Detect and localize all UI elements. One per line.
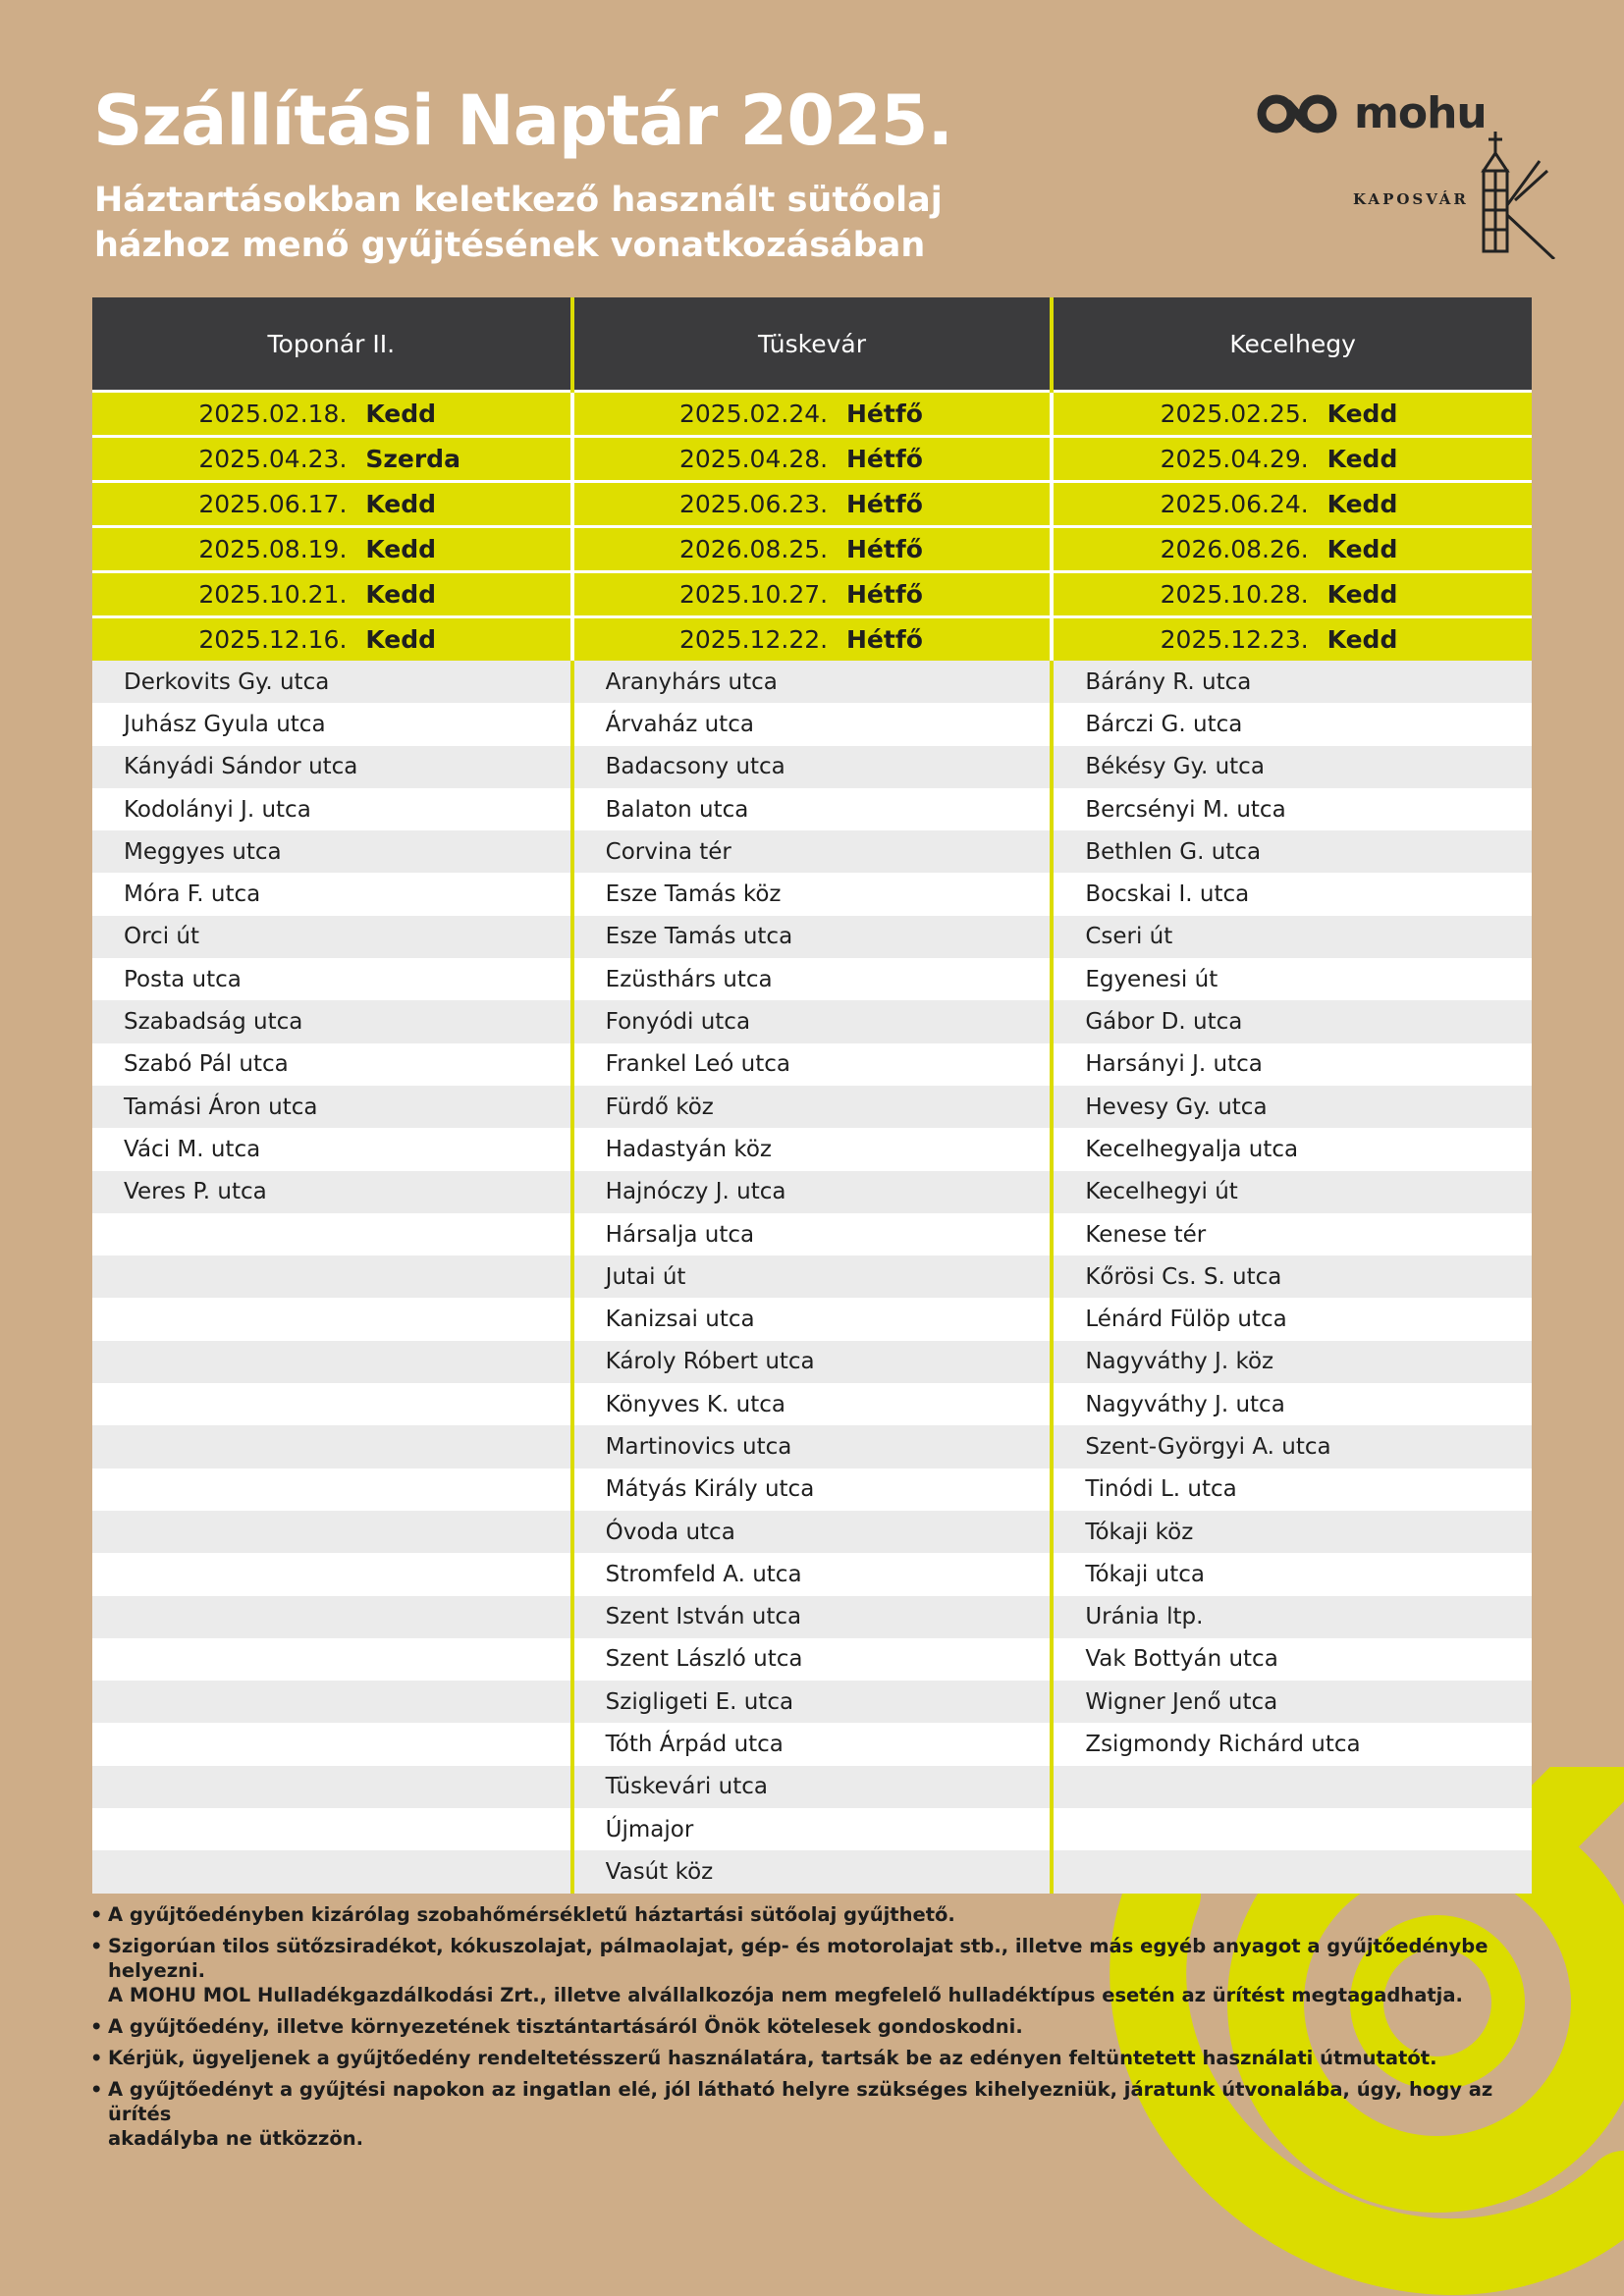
street-cell: Badacsony utca — [572, 746, 1053, 788]
collection-date: 2025.06.24. — [1160, 490, 1309, 518]
date-cell — [92, 392, 572, 437]
note-line: • Szigorúan tilos sütőzsiradékot, kókuszolajat, pálmaolajat, gép- és motorolajat stb., illetve más egyéb anyagot a gyűjtőedénybe helyezni. — [108, 1935, 1489, 1982]
date-cell — [1052, 437, 1532, 482]
date-row — [92, 572, 1532, 617]
collection-date: 2025.06.17. — [198, 490, 348, 518]
date-cell — [572, 572, 1053, 617]
date-cell — [1052, 572, 1532, 617]
note-item — [108, 1934, 1522, 2007]
street-cell: Tüskevári utca — [572, 1766, 1053, 1808]
street-cell: Könyves K. utca — [572, 1383, 1053, 1425]
street-cell: Juhász Gyula utca — [92, 703, 572, 745]
street-cell: Vasút köz — [572, 1850, 1053, 1893]
street-cell: Stromfeld A. utca — [572, 1553, 1053, 1595]
street-cell: Károly Róbert utca — [572, 1341, 1053, 1383]
collection-weekday: Kedd — [1326, 445, 1398, 473]
date-cell — [92, 527, 572, 572]
street-cell: Bethlen G. utca — [1052, 830, 1532, 873]
street-cell: Uránia ltp. — [1052, 1596, 1532, 1638]
street-cell: Nagyváthy J. köz — [1052, 1341, 1532, 1383]
page-title: Szállítási Naptár 2025. — [93, 80, 953, 161]
collection-weekday: Hétfő — [845, 400, 923, 428]
note-line: A MOHU MOL Hulladékgazdálkodási Zrt., illetve alvállalkozója nem megfelelő hulladéktípus esetén az ürítést megtagadhatja. — [108, 1984, 1463, 2006]
street-row — [92, 1341, 1532, 1383]
street-cell — [1052, 1808, 1532, 1850]
street-cell: Orci út — [92, 916, 572, 958]
collection-weekday: Kedd — [1326, 535, 1398, 563]
street-cell: Szabadság utca — [92, 1000, 572, 1042]
collection-weekday: Hétfő — [845, 535, 923, 563]
street-row — [92, 1850, 1532, 1893]
street-cell: Tinódi L. utca — [1052, 1468, 1532, 1511]
street-cell — [92, 1808, 572, 1850]
street-cell: Szigligeti E. utca — [572, 1681, 1053, 1723]
date-cell — [92, 437, 572, 482]
street-cell: Tóth Árpád utca — [572, 1723, 1053, 1765]
page-subtitle — [94, 178, 943, 268]
collection-weekday: Kedd — [1326, 490, 1398, 518]
street-cell: Kecelhegyalja utca — [1052, 1128, 1532, 1170]
street-cell: Bercsényi M. utca — [1052, 788, 1532, 830]
street-cell: Balaton utca — [572, 788, 1053, 830]
street-row — [92, 1043, 1532, 1086]
street-row — [92, 1468, 1532, 1511]
street-row — [92, 1425, 1532, 1468]
collection-date: 2025.04.29. — [1160, 445, 1309, 473]
street-cell: Árvaház utca — [572, 703, 1053, 745]
street-row — [92, 1383, 1532, 1425]
street-row — [92, 1511, 1532, 1553]
street-cell — [92, 1511, 572, 1553]
street-cell: Frankel Leó utca — [572, 1043, 1053, 1086]
collection-weekday: Kedd — [365, 535, 437, 563]
street-cell: Bocskai I. utca — [1052, 873, 1532, 915]
street-cell — [92, 1298, 572, 1340]
street-row — [92, 873, 1532, 915]
collection-weekday: Kedd — [1326, 580, 1398, 609]
note-line: • A gyűjtőedény, illetve környezetének tisztántartásáról Önök kötelesek gondoskodni. — [108, 2015, 1023, 2038]
date-cell — [572, 482, 1053, 527]
collection-date: 2025.08.19. — [198, 535, 348, 563]
street-cell: Kenese tér — [1052, 1213, 1532, 1255]
note-item — [108, 2077, 1522, 2151]
street-row — [92, 830, 1532, 873]
street-cell: Hadastyán köz — [572, 1128, 1053, 1170]
street-row — [92, 1298, 1532, 1340]
collection-weekday: Kedd — [365, 580, 437, 609]
date-cell — [1052, 482, 1532, 527]
date-row — [92, 617, 1532, 662]
mohu-logo — [1253, 88, 1487, 138]
mohu-mark-icon — [1253, 90, 1343, 137]
street-cell: Wigner Jenő utca — [1052, 1681, 1532, 1723]
collection-weekday: Kedd — [365, 490, 437, 518]
street-row — [92, 1681, 1532, 1723]
street-cell: Aranyhárs utca — [572, 661, 1053, 703]
street-row — [92, 958, 1532, 1000]
collection-dates — [92, 392, 1532, 662]
street-cell: Jutai út — [572, 1255, 1053, 1298]
street-cell: Martinovics utca — [572, 1425, 1053, 1468]
city-name: KAPOSVÁR — [1353, 190, 1469, 208]
street-row — [92, 1723, 1532, 1765]
collection-weekday: Szerda — [365, 445, 460, 473]
street-cell — [92, 1255, 572, 1298]
street-row — [92, 916, 1532, 958]
collection-weekday: Kedd — [1326, 625, 1398, 654]
collection-weekday: Kedd — [1326, 400, 1398, 428]
collection-date: 2025.02.24. — [678, 400, 829, 428]
street-row — [92, 661, 1532, 703]
street-row — [92, 1638, 1532, 1681]
street-cell — [92, 1468, 572, 1511]
street-cell: Mátyás Király utca — [572, 1468, 1053, 1511]
street-row — [92, 1171, 1532, 1213]
street-cell — [92, 1213, 572, 1255]
note-line: • A gyűjtőedényt a gyűjtési napokon az ingatlan elé, jól látható helyre szükséges kihelyezniük, járatunk útvonalába, úgy, hogy az ürítés — [108, 2078, 1493, 2125]
street-cell: Szent-Györgyi A. utca — [1052, 1425, 1532, 1468]
note-item — [108, 2046, 1522, 2070]
street-cell — [92, 1681, 572, 1723]
date-cell — [572, 392, 1053, 437]
street-row — [92, 1808, 1532, 1850]
collection-date: 2025.12.16. — [198, 625, 348, 654]
area-header-row — [92, 297, 1532, 392]
street-cell — [92, 1723, 572, 1765]
note-line: akadályba ne ütközzön. — [108, 2127, 364, 2150]
collection-date: 2025.10.28. — [1160, 580, 1309, 609]
street-cell: Kodolányi J. utca — [92, 788, 572, 830]
street-cell: Egyenesi út — [1052, 958, 1532, 1000]
street-row — [92, 1553, 1532, 1595]
area-header-kecelhegy: Kecelhegy — [1052, 297, 1532, 392]
street-cell: Óvoda utca — [572, 1511, 1053, 1553]
note-line: • A gyűjtőedényben kizárólag szobahőmérsékletű háztartási sütőolaj gyűjthető. — [108, 1903, 955, 1926]
street-cell: Fürdő köz — [572, 1086, 1053, 1128]
street-cell — [92, 1383, 572, 1425]
collection-weekday: Hétfő — [845, 490, 923, 518]
street-cell: Szabó Pál utca — [92, 1043, 572, 1086]
note-line: • Kérjük, ügyeljenek a gyűjtőedény rendeltetésszerű használatára, tartsák be az edényen feltüntetett használati útmutatót. — [108, 2047, 1437, 2069]
kaposvar-logo — [1353, 132, 1573, 259]
date-cell — [572, 617, 1053, 662]
street-cell: Kőrösi Cs. S. utca — [1052, 1255, 1532, 1298]
collection-date: 2025.06.23. — [678, 490, 829, 518]
street-cell: Esze Tamás köz — [572, 873, 1053, 915]
brand-name: mohu — [1354, 88, 1487, 138]
street-cell: Nagyváthy J. utca — [1052, 1383, 1532, 1425]
date-row — [92, 437, 1532, 482]
date-row — [92, 392, 1532, 437]
collection-weekday: Hétfő — [845, 625, 923, 654]
street-cell: Tókaji utca — [1052, 1553, 1532, 1595]
street-row — [92, 1213, 1532, 1255]
collection-weekday: Hétfő — [845, 580, 923, 609]
collection-date: 2025.12.23. — [1160, 625, 1309, 654]
street-cell: Tókaji köz — [1052, 1511, 1532, 1553]
street-cell: Lénárd Fülöp utca — [1052, 1298, 1532, 1340]
schedule-table — [92, 297, 1532, 1894]
street-cell: Békésy Gy. utca — [1052, 746, 1532, 788]
street-cell — [92, 1638, 572, 1681]
subtitle-line: házhoz menő gyűjtésének vonatkozásában — [94, 226, 926, 265]
date-cell — [1052, 527, 1532, 572]
street-cell: Váci M. utca — [92, 1128, 572, 1170]
collection-date: 2025.10.27. — [678, 580, 829, 609]
date-cell — [572, 527, 1053, 572]
street-cell: Gábor D. utca — [1052, 1000, 1532, 1042]
street-cell: Hajnóczy J. utca — [572, 1171, 1053, 1213]
date-cell — [92, 617, 572, 662]
street-cell: Kányádi Sándor utca — [92, 746, 572, 788]
area-header-toponar: Toponár II. — [92, 297, 572, 392]
street-cell: Ezüsthárs utca — [572, 958, 1053, 1000]
collection-date: 2025.04.23. — [198, 445, 348, 473]
date-cell — [572, 437, 1053, 482]
note-item — [108, 1902, 1522, 1927]
street-cell: Hevesy Gy. utca — [1052, 1086, 1532, 1128]
street-row — [92, 746, 1532, 788]
notes-list — [108, 1902, 1522, 2158]
street-cell: Harsányi J. utca — [1052, 1043, 1532, 1086]
street-row — [92, 703, 1532, 745]
subtitle-line: Háztartásokban keletkező használt sütőolaj — [94, 181, 943, 220]
street-row — [92, 1766, 1532, 1808]
street-cell: Tamási Áron utca — [92, 1086, 572, 1128]
street-cell — [1052, 1850, 1532, 1893]
collection-date: 2025.02.25. — [1160, 400, 1309, 428]
street-cell: Corvina tér — [572, 830, 1053, 873]
street-cell: Bárczi G. utca — [1052, 703, 1532, 745]
date-row — [92, 482, 1532, 527]
street-list — [92, 661, 1532, 1894]
street-row — [92, 1128, 1532, 1170]
street-cell: Kecelhegyi út — [1052, 1171, 1532, 1213]
date-cell — [1052, 392, 1532, 437]
date-cell — [92, 482, 572, 527]
street-row — [92, 1255, 1532, 1298]
collection-weekday: Kedd — [365, 625, 437, 654]
date-cell — [1052, 617, 1532, 662]
collection-weekday: Kedd — [365, 400, 437, 428]
street-cell: Móra F. utca — [92, 873, 572, 915]
note-item — [108, 2014, 1522, 2039]
collection-date: 2025.02.18. — [198, 400, 348, 428]
street-cell: Kanizsai utca — [572, 1298, 1053, 1340]
date-cell — [92, 572, 572, 617]
street-cell: Cseri út — [1052, 916, 1532, 958]
date-row — [92, 527, 1532, 572]
street-row — [92, 788, 1532, 830]
street-cell — [92, 1850, 572, 1893]
street-cell: Zsigmondy Richárd utca — [1052, 1723, 1532, 1765]
area-header-tuskevar: Tüskevár — [572, 297, 1053, 392]
street-cell: Posta utca — [92, 958, 572, 1000]
street-row — [92, 1596, 1532, 1638]
street-cell: Vak Bottyán utca — [1052, 1638, 1532, 1681]
street-cell: Újmajor — [572, 1808, 1053, 1850]
street-cell: Derkovits Gy. utca — [92, 661, 572, 703]
street-cell — [92, 1596, 572, 1638]
street-cell — [92, 1341, 572, 1383]
street-cell — [92, 1553, 572, 1595]
street-cell: Veres P. utca — [92, 1171, 572, 1213]
collection-weekday: Hétfő — [845, 445, 923, 473]
collection-date: 2026.08.26. — [1160, 535, 1309, 563]
street-cell: Szent István utca — [572, 1596, 1053, 1638]
street-cell: Fonyódi utca — [572, 1000, 1053, 1042]
street-row — [92, 1000, 1532, 1042]
street-cell — [1052, 1766, 1532, 1808]
street-row — [92, 1086, 1532, 1128]
street-cell — [92, 1425, 572, 1468]
street-cell: Meggyes utca — [92, 830, 572, 873]
street-cell: Szent László utca — [572, 1638, 1053, 1681]
collection-date: 2025.10.21. — [198, 580, 348, 609]
collection-date: 2025.12.22. — [678, 625, 829, 654]
street-cell: Esze Tamás utca — [572, 916, 1053, 958]
collection-date: 2026.08.25. — [678, 535, 829, 563]
collection-date: 2025.04.28. — [678, 445, 829, 473]
street-cell: Bárány R. utca — [1052, 661, 1532, 703]
street-cell: Hársalja utca — [572, 1213, 1053, 1255]
street-cell — [92, 1766, 572, 1808]
